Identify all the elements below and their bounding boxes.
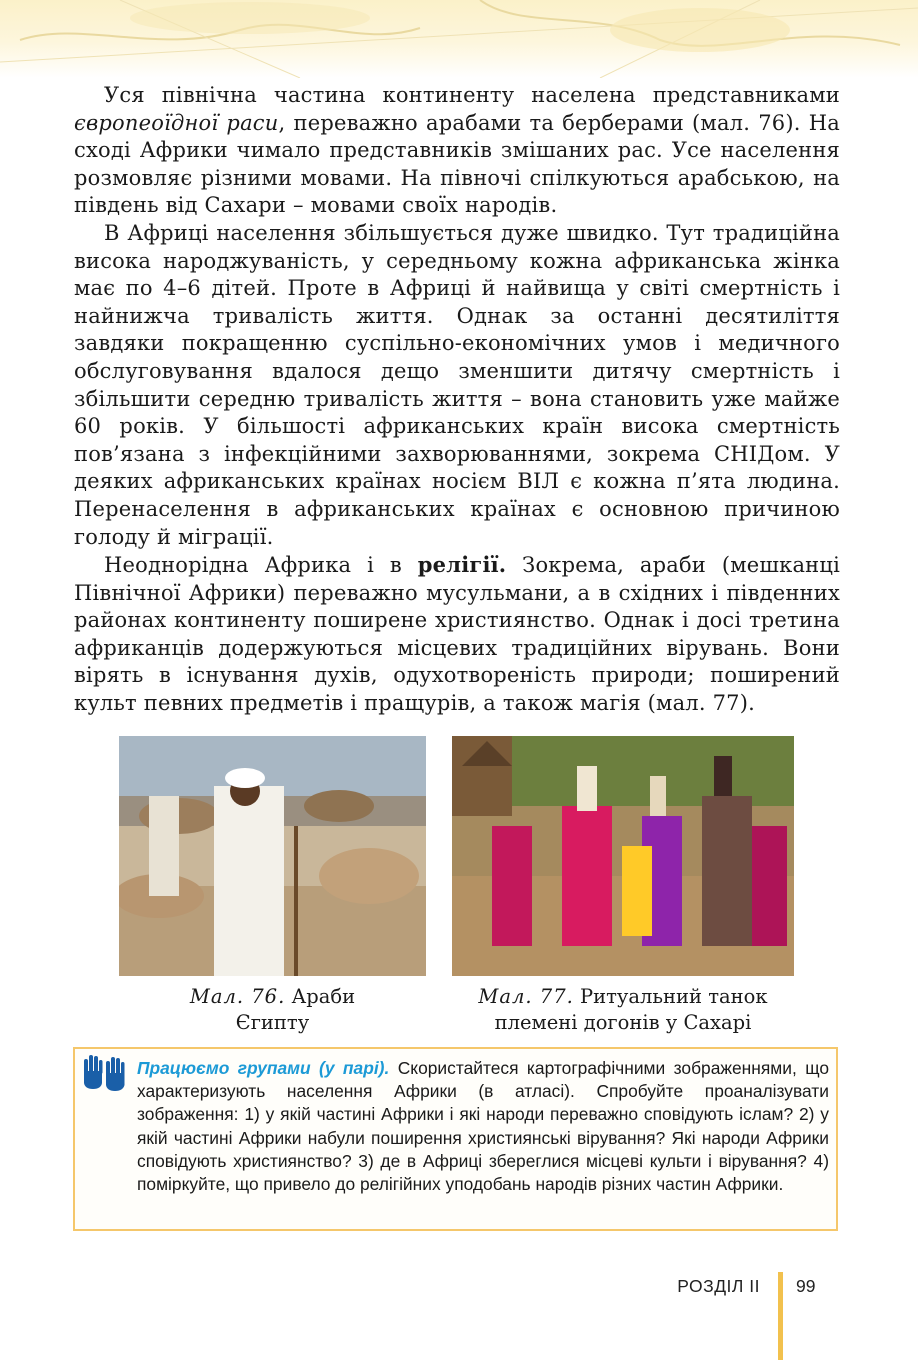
figure-label: Мал. 76. — [189, 985, 286, 1008]
section-label: РОЗДІЛ ІІ — [677, 1276, 760, 1296]
caption-figure-76 — [119, 984, 426, 1036]
italic-term: європеоїдної раси — [74, 110, 279, 135]
main-text — [74, 82, 840, 718]
text-run: Неоднорідна Африка і в — [104, 553, 418, 578]
bold-term: релігії. — [417, 552, 507, 578]
page-number: 99 — [796, 1276, 816, 1296]
photo-arabs-of-egypt — [119, 736, 426, 976]
task-text — [137, 1057, 829, 1196]
caption-text: Єгипту — [235, 1011, 310, 1034]
group-task-box — [73, 1047, 838, 1231]
text-run: , переважно арабами та берберами (мал. 76). На сході Африки чимало представників змішаних рас. Усе населення розмовляє різними мовами. На півночі спілкуються арабською, на південь від Сахари – мовами своїх народів. — [74, 110, 840, 218]
paragraph-2: В Африці населення збільшується дуже швидко. Тут традиційна висока народжуваність, у середньому кожна африканська жінка має по 4–6 дітей. Проте в Африці й найвища у світі смертність і найнижча тривалість життя. Однак за останні десятиліття завдяки покращенню суспільно-економічних умов і медичного обслуговування вдалося дещо зменшити дитячу смертність і збільшити середню тривалість життя – вона становить уже майже 60 років. У більшості африканських країн висока смертність пов’язана з інфекційними захворюваннями, зокрема СНІДом. У деяких африканських країнах носієм ВІЛ є кожна п’ята людина. Перенаселення в африканських країнах є основною причиною голоду й міграції. — [74, 220, 840, 549]
caption-text: Ритуальний танок — [580, 985, 768, 1008]
paragraph-3 — [74, 551, 840, 718]
caption-text: племені догонів у Сахарі — [494, 1011, 752, 1034]
caption-figure-77 — [440, 984, 806, 1036]
figure-label: Мал. 77. — [478, 985, 574, 1008]
paragraph-1 — [74, 82, 840, 220]
caption-text: Араби — [291, 985, 356, 1008]
footer-divider — [778, 1272, 783, 1360]
hands-icon — [81, 1053, 127, 1101]
text-run: Зокрема, араби (мешканці Північної Африки) переважно мусульмани, а в східних і південних районах континенту поширене християнство. Однак і досі третина африканців додержуються місцевих традиційних вірувань. Вони вірять в існування духів, одухотвореність природи; поширений культ певних предметів і пращурів, а також магія (мал. 77). — [74, 553, 841, 716]
task-heading: Працюємо групами (у парі). — [137, 1058, 390, 1078]
photo-dogon-ritual-dance — [452, 736, 794, 976]
decorative-map-header — [0, 0, 918, 78]
task-body: Скористайтеся картографічними зображеннями, що характеризують населення Африки (в атласі). Спробуйте проаналізувати зображення: 1) у якій частині Африки і які народи переважно сповідують іслам? 2) у якій частині Африки набули поширення християнські вірування? Які народи Африки сповідують християнство? 3) де в Африці збереглися місцеві культи і вірування? 4) поміркуйте, що привело до релігійних уподобань народів різних частин Африки. — [137, 1058, 829, 1195]
text-run: Уся північна частина континенту населена представниками — [104, 83, 840, 107]
